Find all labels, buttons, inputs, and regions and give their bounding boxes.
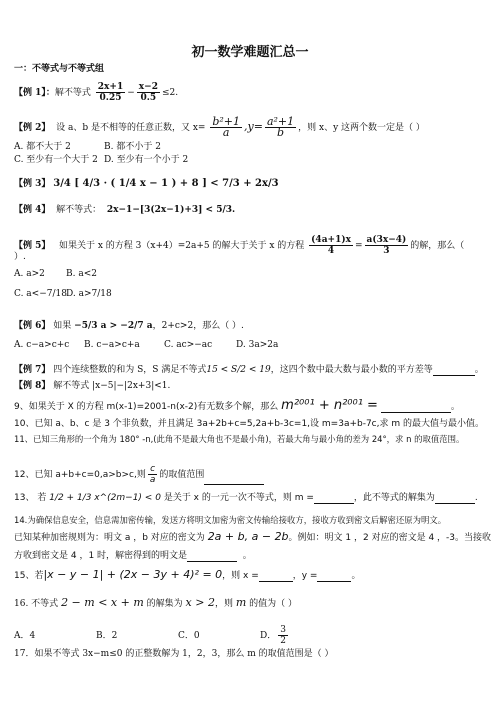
question-8: 【例 8】 解不等式 |x−5|−|2x+3|<1. (14, 381, 171, 391)
fraction: $\frac{\text{b²+1}}{a}$ (212, 115, 241, 139)
inequality-expression: 2x−1−[3(2x−1)+3] < 5/3. (106, 205, 236, 215)
question-1: 【例 1】：解不等式 $\frac{2x+1}{0.25}$ − $\frac{x-2}{0.5}$ ≤2. (14, 82, 179, 103)
question-2-options-row1 (14, 141, 161, 153)
question-13: 13、 若 1/2 + 1/3 x^(2m−1) < 0 是关于 x 的一元一次不等式，则 m = ，此不等式的解集为 . (14, 493, 478, 503)
option-d: D. 至少有一个小于 2 (104, 155, 189, 165)
question-12: 12、已知 a+b+c=0,a>b>c,则 $\frac{c}{a}$ 的取值范围 (14, 464, 264, 485)
option-b: B. c−a>c+a (84, 340, 140, 350)
answer-blank[interactable] (314, 494, 354, 504)
question-15: 15、若|x − y − 1| + (2x − 3y + 4)² = 0，则 x = ，y = 。 (14, 568, 361, 581)
fraction: $\frac{(4a+1)x}{4}$ (311, 235, 351, 256)
question-3: 【例 3】 3/4 [ 4/3 · ( 1/4 x − 1 ) + 8 ] < 7/3 + 2x/3 (14, 178, 279, 189)
option-d: D． $\frac{3}{2}$ (260, 625, 286, 646)
equation-expression: |x − y − 1| + (2x − 3y + 4)² = 0 (43, 568, 223, 581)
question-5: 【例 5】 如果关于 x 的方程 3（x+4）=2a+5 的解大于关于 x 的方程 $\frac{(4a+1)x}{4}$ = $\frac{a(3x-4)}{3}$ 的解，那么（ (14, 235, 465, 256)
answer-blank[interactable] (381, 403, 451, 413)
answer-blank[interactable] (204, 475, 264, 485)
option-a: A. c−a>c+c (14, 340, 70, 350)
question-10: 10、已知 a、b、c 是 3 个非负数，并且满足 3a+2b+c=5,2a+b-3c=1,设 m=3a+b-7c,求 m 的最大值与最小值。 (14, 419, 484, 429)
option-d: D. 3a>2a (236, 340, 279, 350)
question-11: 11、已知三角形的一个角为 180° -n,(此角不是最大角也不是最小角)，若最大角与最小角的差为 24°，求 n 的取值范围。 (14, 434, 465, 444)
question-2-options-row2 (14, 154, 188, 166)
option-c: C. a<−7/18 (14, 289, 67, 299)
question-9: 9、如果关于 X 的方程 m(x-1)=2001-n(x-2)有无数多个解，那么 m²⁰⁰¹ + n²⁰⁰¹ = 。 (14, 398, 460, 413)
question-14-line1: 14.为确保信息安全，信息需加密传输，发送方将明文加密为密文传输给接收方，接收方收到密文后解密还原为明文。 (14, 515, 447, 525)
question-4: 【例 4】 解不等式： 2x−1−[3(2x−1)+3] < 5/3. (14, 205, 236, 215)
question-16-options (14, 625, 290, 646)
option-b: B．2 (96, 631, 118, 641)
question-6-options (14, 339, 278, 351)
inequality-expression: 1/2 + 1/3 x^(2m−1) < 0 (49, 493, 161, 503)
option-c: C. ac>−ac (164, 340, 213, 350)
question-5-options-row1 (14, 268, 97, 280)
fraction: $\frac{3}{2}$ (280, 625, 286, 646)
question-5-options-row2 (14, 288, 112, 300)
fraction: $\frac{\text{a²+1}}{b}$ (266, 115, 295, 139)
power-expression: m²⁰⁰¹ + n²⁰⁰¹ = (281, 398, 378, 413)
answer-blank[interactable] (433, 366, 475, 376)
option-a: A. 都不大于 2 (14, 142, 71, 152)
fraction: $\frac{x-2}{0.5}$ (138, 82, 158, 103)
inequality-expression: 15 < S/2 < 19 (206, 365, 271, 375)
option-c: C. 至少有一个大于 2 (14, 155, 98, 165)
section-heading: 一：不等式与不等式组 (14, 64, 105, 74)
option-b: B. 都不小于 2 (104, 142, 161, 152)
page-title: 初一数学难题汇总一 (191, 45, 309, 60)
fraction: $\frac{a(3x-4)}{3}$ (366, 235, 407, 256)
question-14-line2: 已知某种加密规则为：明文 a ，b 对应的密文为 2a + b, a − 2b。例如：明文 1 ，2 对应的密文是 4 ，-3。当接收 (14, 530, 492, 543)
inequality-expression: 3/4 [ 4/3 · ( 1/4 x − 1 ) + 8 ] < 7/3 + 2x/3 (53, 178, 279, 189)
question-7: 【例 7】 四个连续整数的和为 S，S 满足不等式15 < S/2 < 19，这四个数中最大数与最小数的平方差等 。 (14, 365, 484, 375)
answer-blank[interactable] (259, 572, 293, 582)
question-16: 16. 不等式 2 − m < x + m 的解集为 x > 2，则 m 的值为（ ） (14, 596, 298, 609)
question-2: 【例 2】 设 a、b 是不相等的任意正数，又 x= $\frac{\text{b²+1}}{a}$ ,y= $\frac{\text{a²+1}}{b}$ ，则 x、y 这两个数一定是（ ） (14, 115, 425, 139)
question-17: 17．如果不等式 3x−m≤0 的正整数解为 1，2，3，那么 m 的取值范围是（ ） (14, 649, 334, 659)
question-6: 【例 6】 如果 −5/3 a > −2/7 a，2+c>2，那么（ ）. (14, 321, 244, 331)
option-d: D. a>7/18 (66, 289, 112, 299)
option-a: A. a>2 (14, 269, 45, 279)
option-b: B. a<2 (66, 269, 97, 279)
answer-blank[interactable] (187, 552, 237, 562)
option-a: A．4 (14, 631, 36, 641)
question-5-tail: ）. (14, 252, 26, 262)
answer-blank[interactable] (435, 494, 475, 504)
fraction: $\frac{2x+1}{0.25}$ (97, 82, 124, 103)
option-c: C．0 (178, 631, 200, 641)
inequality-expression: −5/3 a > −2/7 a (74, 321, 153, 331)
question-14-line3: 方收到密文是 4 ，1 时，解密得到的明文是 。 (14, 551, 252, 561)
answer-blank[interactable] (317, 572, 351, 582)
fraction: $\frac{c}{a}$ (149, 464, 156, 485)
